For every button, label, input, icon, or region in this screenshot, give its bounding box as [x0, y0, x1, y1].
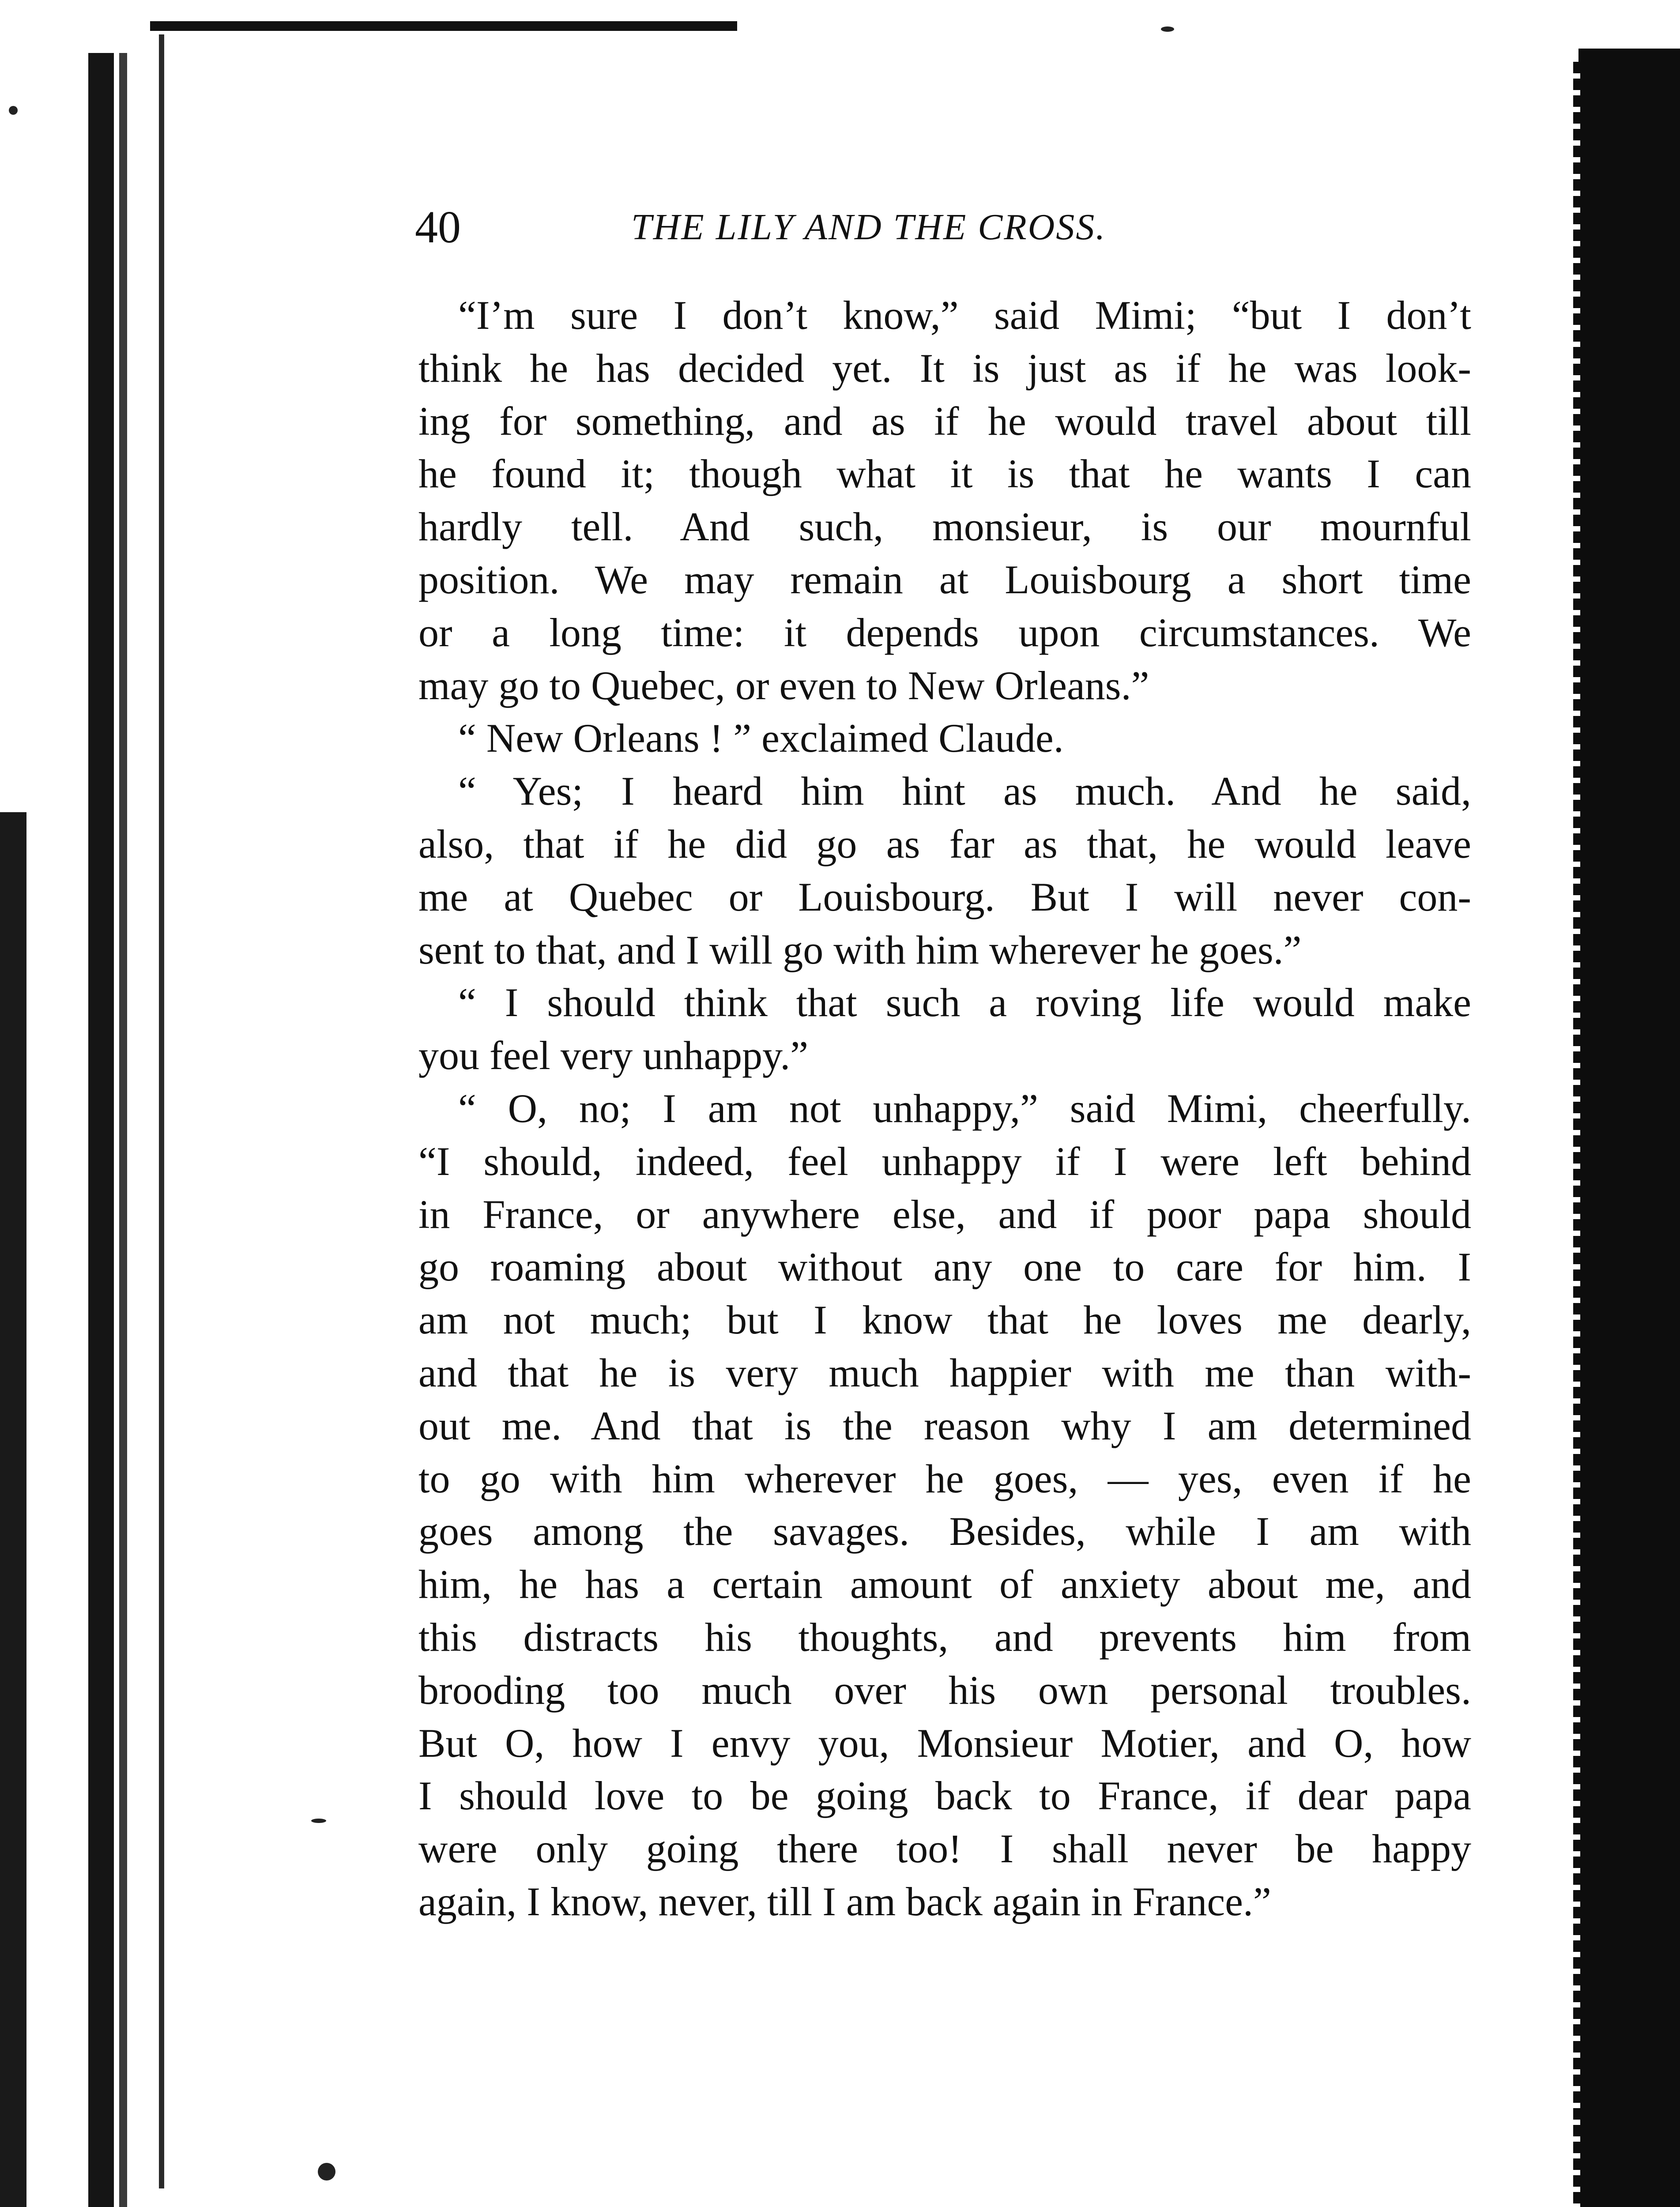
text-line: But O, how I envy you, Monsieur Motier, and O, how [418, 1720, 1471, 1766]
scan-speck [318, 2163, 335, 2181]
text-line: or a long time: it depends upon circumstances. We [418, 610, 1471, 655]
text-line: also, that if he did go as far as that, he would leave [418, 821, 1471, 866]
text-line: again, I know, never, till I am back again in France.” [418, 1879, 1271, 1924]
text-line: hardly tell. And such, monsieur, is our mournful [418, 504, 1471, 550]
text-line: he found it; though what it is that he wants I can [418, 451, 1471, 497]
text-line: “ I should think that such a roving life would make [458, 980, 1471, 1025]
scan-top-rule [150, 21, 737, 31]
text-line: think he has decided yet. It is just as if he was look- [418, 345, 1471, 391]
page-number: 40 [415, 202, 461, 252]
text-line: sent to that, and I will go with him wherever he goes.” [418, 927, 1302, 972]
text-line: in France, or anywhere else, and if poor papa should [418, 1191, 1471, 1237]
text-line: go roaming about without any one to care for him. I [418, 1244, 1471, 1290]
scan-speck [1161, 26, 1174, 32]
scan-speck [9, 106, 18, 115]
text-line: brooding too much over his own personal troubles. [418, 1667, 1471, 1713]
text-line: “ New Orleans ! ” exclaimed Claude. [458, 716, 1064, 761]
text-line: am not much; but I know that he loves me dearly, [418, 1297, 1471, 1343]
scan-edge-shadow-right [1578, 49, 1680, 2207]
text-line: “I should, indeed, feel unhappy if I were left behind [418, 1138, 1471, 1184]
text-line: position. We may remain at Louisbourg a short time [418, 557, 1471, 602]
scan-edge-shadow-left [0, 812, 26, 2207]
text-line: I should love to be going back to France, if dear papa [418, 1773, 1471, 1819]
text-line: goes among the savages. Besides, while I am with [418, 1509, 1471, 1554]
running-title: THE LILY AND THE CROSS. [631, 207, 1107, 248]
text-line: “ O, no; I am not unhappy,” said Mimi, cheerfully. [458, 1085, 1471, 1131]
text-line: and that he is very much happier with me than with- [418, 1350, 1471, 1395]
scan-gutter-line [159, 34, 164, 2188]
text-line: “ Yes; I heard him hint as much. And he said, [458, 768, 1471, 814]
scan-edge-texture [1573, 62, 1580, 2207]
text-line: him, he has a certain amount of anxiety about me, and [418, 1562, 1471, 1607]
scan-speck [311, 1819, 326, 1823]
text-line: ing for something, and as if he would travel about till [418, 398, 1471, 444]
binding-shadow-inner [119, 53, 127, 2207]
text-line: to go with him wherever he goes, — yes, even if he [418, 1456, 1471, 1501]
text-line: were only going there too! I shall never be happy [418, 1826, 1471, 1872]
text-line: you feel very unhappy.” [418, 1033, 809, 1078]
text-line: may go to Quebec, or even to New Orleans.” [418, 663, 1149, 708]
text-line: “I’m sure I don’t know,” said Mimi; “but I don’t [458, 293, 1471, 338]
text-line: me at Quebec or Louisbourg. But I will never con- [418, 874, 1471, 919]
page-header [393, 194, 1470, 260]
text-line: out me. And that is the reason why I am determined [418, 1403, 1471, 1448]
text-line: this distracts his thoughts, and prevents him from [418, 1614, 1471, 1660]
body-text [418, 289, 1471, 1928]
binding-shadow [88, 53, 114, 2207]
